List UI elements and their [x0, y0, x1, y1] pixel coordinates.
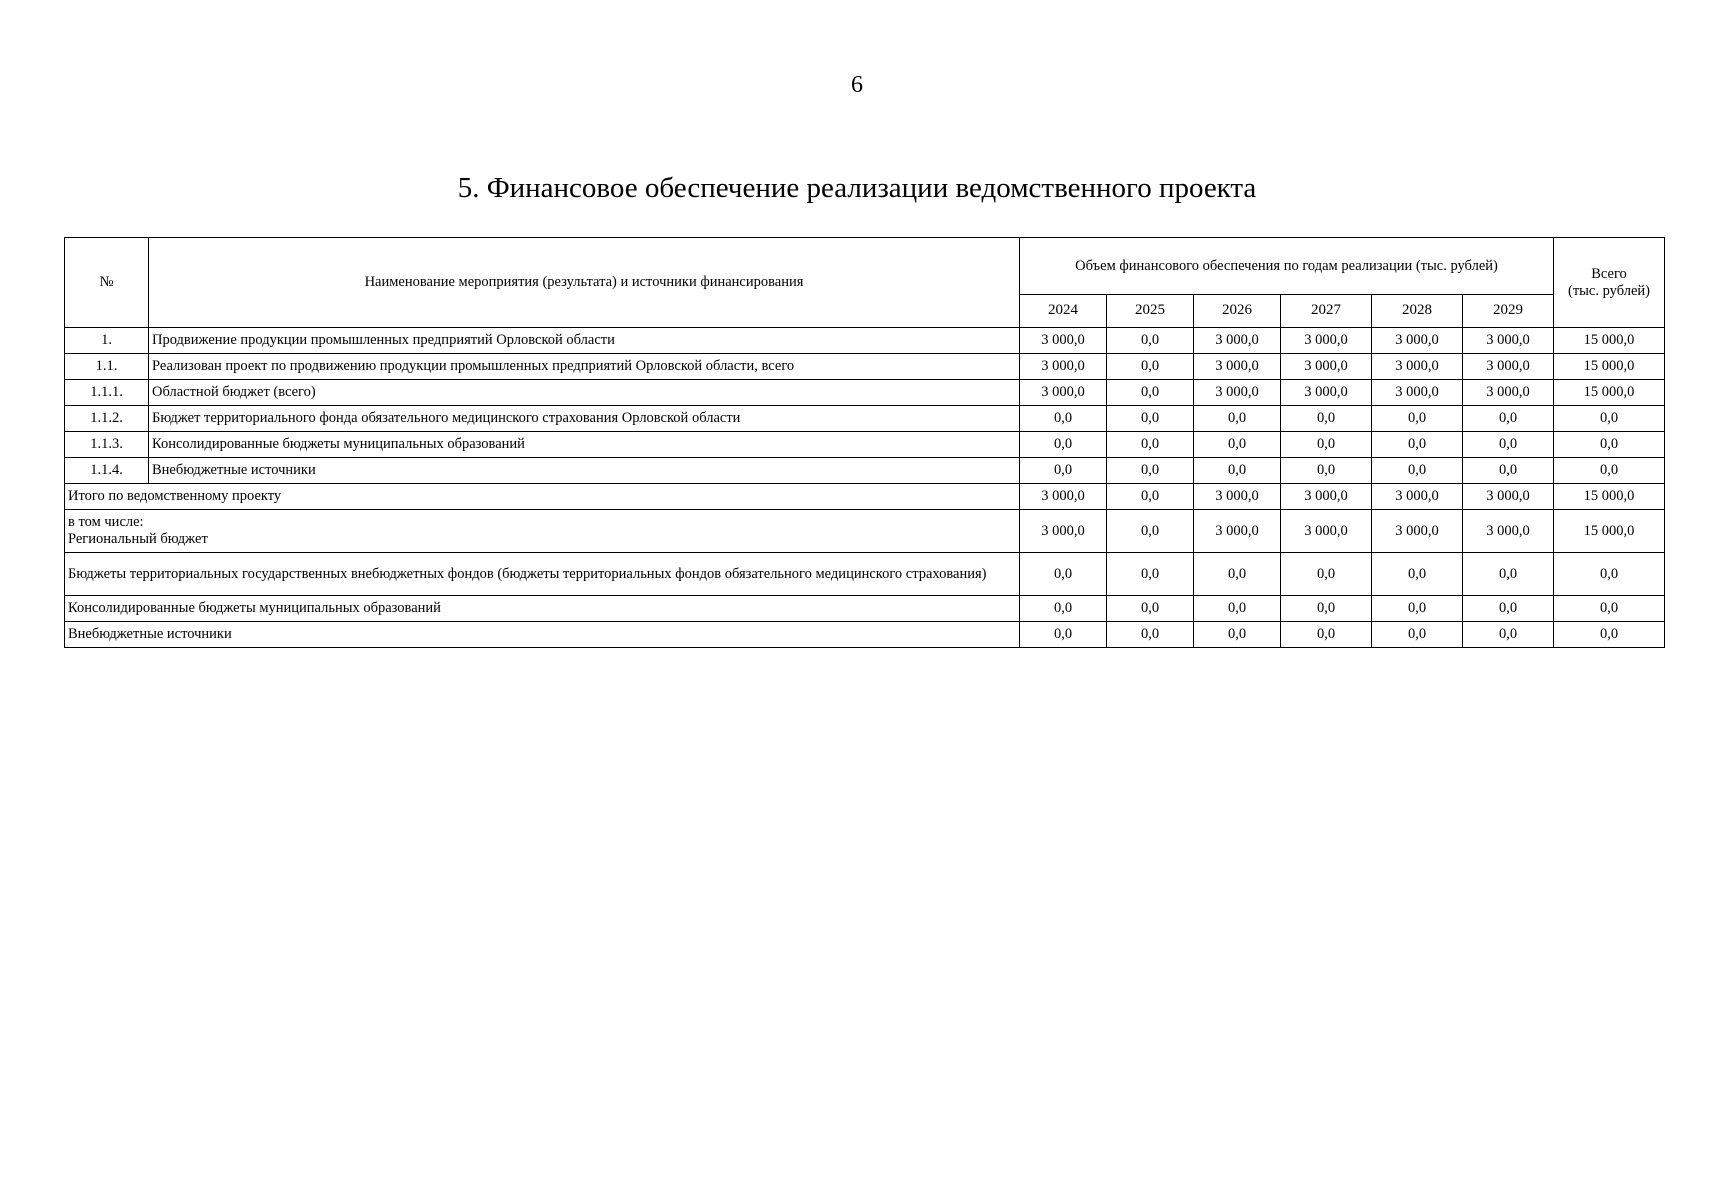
- header-total-line2: (тыс. рублей): [1568, 282, 1651, 299]
- row-value: 3 000,0: [1020, 380, 1107, 406]
- row-value: 0,0: [1463, 432, 1554, 458]
- header-volume: Объем финансового обеспечения по годам реализации (тыс. рублей): [1020, 238, 1554, 295]
- row-value: 0,0: [1020, 406, 1107, 432]
- summary-total: 15 000,0: [1554, 510, 1665, 553]
- header-name: Наименование мероприятия (результата) и источники финансирования: [149, 238, 1020, 328]
- summary-label: Консолидированные бюджеты муниципальных образований: [65, 596, 1020, 622]
- summary-value: 0,0: [1107, 622, 1194, 648]
- summary-value: 0,0: [1372, 553, 1463, 596]
- row-value: 3 000,0: [1372, 328, 1463, 354]
- row-value: 3 000,0: [1194, 354, 1281, 380]
- row-name: Областной бюджет (всего): [149, 380, 1020, 406]
- row-value: 3 000,0: [1281, 380, 1372, 406]
- summary-value: 0,0: [1020, 596, 1107, 622]
- summary-value: 3 000,0: [1372, 510, 1463, 553]
- summary-value: 0,0: [1020, 622, 1107, 648]
- summary-value: 3 000,0: [1194, 484, 1281, 510]
- row-value: 3 000,0: [1020, 354, 1107, 380]
- row-value: 3 000,0: [1372, 380, 1463, 406]
- summary-value: 3 000,0: [1463, 484, 1554, 510]
- summary-value: 0,0: [1020, 553, 1107, 596]
- row-total: 15 000,0: [1554, 354, 1665, 380]
- header-year: 2028: [1372, 295, 1463, 328]
- summary-value: 0,0: [1107, 484, 1194, 510]
- row-num: 1.: [65, 328, 149, 354]
- row-value: 3 000,0: [1463, 354, 1554, 380]
- row-value: 3 000,0: [1372, 354, 1463, 380]
- summary-value: 0,0: [1281, 622, 1372, 648]
- row-value: 0,0: [1281, 432, 1372, 458]
- summary-total: 0,0: [1554, 553, 1665, 596]
- page-number: 6: [851, 72, 863, 98]
- table-row: [65, 406, 1665, 432]
- row-value: 3 000,0: [1020, 328, 1107, 354]
- summary-row: [65, 484, 1665, 510]
- row-value: 0,0: [1372, 406, 1463, 432]
- summary-value: 0,0: [1194, 553, 1281, 596]
- summary-value: 0,0: [1463, 553, 1554, 596]
- header-total: [1554, 238, 1665, 328]
- page-title: 5. Финансовое обеспечение реализации ведомственного проекта: [457, 172, 1257, 204]
- summary-row: [65, 622, 1665, 648]
- row-value: 0,0: [1372, 432, 1463, 458]
- header-year: 2029: [1463, 295, 1554, 328]
- summary-value: 3 000,0: [1281, 510, 1372, 553]
- row-value: 0,0: [1107, 328, 1194, 354]
- row-value: 0,0: [1107, 458, 1194, 484]
- summary-row: [65, 510, 1665, 553]
- row-value: 0,0: [1020, 458, 1107, 484]
- summary-value: 0,0: [1194, 622, 1281, 648]
- table-row: [65, 328, 1665, 354]
- row-value: 0,0: [1194, 432, 1281, 458]
- summary-value: 0,0: [1194, 596, 1281, 622]
- summary-row: [65, 596, 1665, 622]
- row-value: 3 000,0: [1463, 328, 1554, 354]
- row-value: 0,0: [1463, 406, 1554, 432]
- row-name: Внебюджетные источники: [149, 458, 1020, 484]
- summary-value: 3 000,0: [1463, 510, 1554, 553]
- summary-value: 0,0: [1107, 553, 1194, 596]
- header-year: 2025: [1107, 295, 1194, 328]
- summary-value: 3 000,0: [1372, 484, 1463, 510]
- table-row: [65, 432, 1665, 458]
- summary-value: 3 000,0: [1020, 484, 1107, 510]
- row-value: 0,0: [1107, 354, 1194, 380]
- row-value: 0,0: [1372, 458, 1463, 484]
- row-value: 0,0: [1281, 458, 1372, 484]
- summary-value: 0,0: [1463, 596, 1554, 622]
- row-value: 3 000,0: [1281, 354, 1372, 380]
- row-value: 3 000,0: [1463, 380, 1554, 406]
- row-value: 0,0: [1194, 406, 1281, 432]
- row-name: Консолидированные бюджеты муниципальных образований: [149, 432, 1020, 458]
- row-num: 1.1.2.: [65, 406, 149, 432]
- summary-value: 0,0: [1372, 622, 1463, 648]
- row-total: 0,0: [1554, 406, 1665, 432]
- summary-value: 0,0: [1463, 622, 1554, 648]
- row-num: 1.1.4.: [65, 458, 149, 484]
- summary-value: 0,0: [1107, 596, 1194, 622]
- header-year: 2024: [1020, 295, 1107, 328]
- table-row: [65, 354, 1665, 380]
- summary-value: 3 000,0: [1194, 510, 1281, 553]
- row-name: Продвижение продукции промышленных предприятий Орловской области: [149, 328, 1020, 354]
- row-num: 1.1.3.: [65, 432, 149, 458]
- row-value: 3 000,0: [1194, 380, 1281, 406]
- row-value: 0,0: [1107, 406, 1194, 432]
- summary-total: 0,0: [1554, 596, 1665, 622]
- financing-table: [64, 237, 1665, 648]
- summary-value: 0,0: [1107, 510, 1194, 553]
- summary-value: 0,0: [1281, 553, 1372, 596]
- row-name: Бюджет территориального фонда обязательного медицинского страхования Орловской области: [149, 406, 1020, 432]
- table-row: [65, 380, 1665, 406]
- row-name: Реализован проект по продвижению продукции промышленных предприятий Орловской области, всего: [149, 354, 1020, 380]
- row-total: 0,0: [1554, 432, 1665, 458]
- row-total: 15 000,0: [1554, 380, 1665, 406]
- row-value: 0,0: [1107, 380, 1194, 406]
- summary-total: 15 000,0: [1554, 484, 1665, 510]
- row-total: 15 000,0: [1554, 328, 1665, 354]
- header-year: 2026: [1194, 295, 1281, 328]
- summary-label: Внебюджетные источники: [65, 622, 1020, 648]
- row-num: 1.1.1.: [65, 380, 149, 406]
- row-value: 0,0: [1020, 432, 1107, 458]
- summary-total: 0,0: [1554, 622, 1665, 648]
- summary-value: 0,0: [1372, 596, 1463, 622]
- row-total: 0,0: [1554, 458, 1665, 484]
- summary-label-line1: в том числе:: [68, 514, 144, 531]
- header-year: 2027: [1281, 295, 1372, 328]
- row-value: 3 000,0: [1281, 328, 1372, 354]
- header-total-line1: Всего: [1591, 265, 1627, 282]
- summary-label: Бюджеты территориальных государственных внебюджетных фондов (бюджеты территориальных фондов обязательного медицинского страхования): [65, 553, 1020, 596]
- row-value: 3 000,0: [1194, 328, 1281, 354]
- summary-value: 0,0: [1281, 596, 1372, 622]
- summary-label: Итого по ведомственному проекту: [65, 484, 1020, 510]
- table-row: [65, 458, 1665, 484]
- row-num: 1.1.: [65, 354, 149, 380]
- row-value: 0,0: [1194, 458, 1281, 484]
- summary-value: 3 000,0: [1281, 484, 1372, 510]
- row-value: 0,0: [1281, 406, 1372, 432]
- summary-label: [65, 510, 1020, 553]
- summary-value: 3 000,0: [1020, 510, 1107, 553]
- header-num: №: [65, 238, 149, 328]
- summary-label-line2: Региональный бюджет: [68, 531, 208, 547]
- summary-row: [65, 553, 1665, 596]
- row-value: 0,0: [1463, 458, 1554, 484]
- row-value: 0,0: [1107, 432, 1194, 458]
